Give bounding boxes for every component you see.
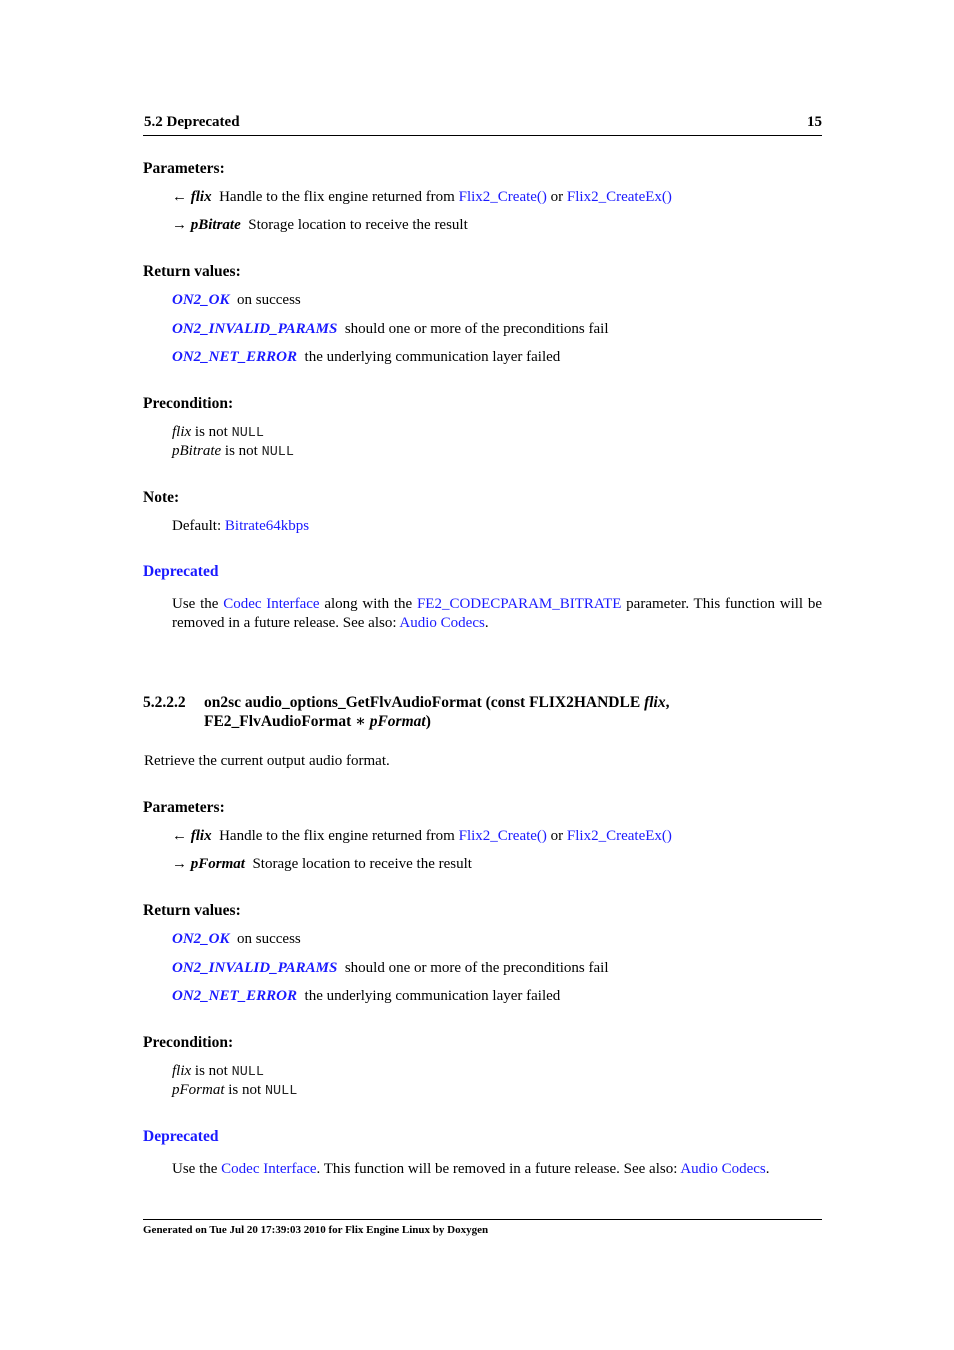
precondition-line: [172, 1063, 264, 1080]
return-row: [172, 931, 301, 948]
return-row: [172, 321, 609, 338]
precondition-text: is not: [221, 443, 262, 459]
return-values-heading: Return values:: [143, 902, 241, 919]
deprecated-link[interactable]: Deprecated: [143, 1128, 219, 1145]
param-desc: Handle to the flix engine returned from: [219, 189, 459, 205]
note-heading: Note:: [143, 489, 180, 506]
dep-text: .: [484, 615, 489, 631]
precondition-value: NULL: [231, 426, 265, 441]
precondition-line: [172, 1082, 297, 1099]
on2-ok-link[interactable]: ON2_OK: [172, 292, 230, 308]
in-arrow-icon: ←: [172, 828, 187, 844]
precondition-value: NULL: [264, 1084, 298, 1099]
return-desc: on success: [237, 931, 301, 947]
in-arrow-icon: ←: [172, 189, 187, 205]
flix2-createex-link[interactable]: Flix2_CreateEx(): [566, 189, 672, 205]
function-number: 5.2.2.2: [143, 694, 186, 711]
function-punct: ,: [665, 694, 670, 711]
out-arrow-icon: →: [172, 856, 187, 872]
return-row: [172, 960, 609, 977]
param-or: or: [546, 828, 567, 844]
precondition-line: [172, 443, 294, 460]
param-desc: Handle to the flix engine returned from: [219, 828, 459, 844]
param-row: [172, 217, 468, 234]
dep-text: . This function will be removed in a future release. See also:: [316, 1161, 681, 1177]
return-desc: on success: [237, 292, 301, 308]
function-punct: ): [425, 713, 431, 730]
fe2-codecparam-bitrate-link[interactable]: FE2_CODECPARAM_BITRATE: [416, 596, 622, 612]
note-text: [172, 518, 309, 535]
dep-text: along with the: [319, 596, 417, 612]
param-or: or: [546, 189, 567, 205]
precondition-line: [172, 424, 264, 441]
return-row: [172, 988, 560, 1005]
param-row: [172, 856, 472, 873]
precondition-value: NULL: [231, 1065, 265, 1080]
return-row: [172, 292, 301, 309]
param-name: flix: [190, 828, 212, 844]
audio-codecs-link[interactable]: Audio Codecs: [680, 1161, 766, 1177]
dep-text: parameter. This function will be removed in a future release. See also:: [172, 596, 822, 631]
section-title: 5.2 Deprecated: [144, 114, 240, 130]
page-footer: Generated on Tue Jul 20 17:39:03 2010 for Flix Engine Linux by Doxygen: [143, 1219, 822, 1236]
precondition-value: NULL: [261, 445, 295, 460]
function-heading: [143, 693, 669, 731]
param-name: pBitrate: [190, 217, 241, 233]
return-desc: should one or more of the preconditions fail: [344, 321, 609, 337]
param-row: [172, 189, 672, 206]
parameters-heading: Parameters:: [143, 160, 225, 177]
function-brief: Retrieve the current output audio format.: [144, 753, 390, 769]
function-param: flix: [644, 694, 666, 711]
return-desc: the underlying communication layer failed: [304, 988, 561, 1004]
precondition-var: flix: [172, 424, 192, 440]
function-signature: on2sc audio_options_GetFlvAudioFormat (const FLIX2HANDLE: [204, 694, 645, 711]
precondition-var: flix: [172, 1063, 192, 1079]
param-row: [172, 828, 672, 845]
function-signature: FE2_FlvAudioFormat ∗: [204, 713, 370, 730]
return-desc: the underlying communication layer failed: [304, 349, 561, 365]
on2-invalid-params-link[interactable]: ON2_INVALID_PARAMS: [172, 960, 338, 976]
precondition-text: is not: [224, 1082, 265, 1098]
return-row: [172, 349, 560, 366]
audio-codecs-link[interactable]: Audio Codecs: [399, 615, 485, 631]
dep-text: Use the: [172, 596, 224, 612]
return-desc: should one or more of the preconditions fail: [344, 960, 609, 976]
page-number: 15: [807, 114, 822, 130]
precondition-var: pFormat: [172, 1082, 225, 1098]
precondition-var: pBitrate: [172, 443, 222, 459]
param-desc: Storage location to receive the result: [248, 217, 468, 233]
function-param: pFormat: [369, 713, 426, 730]
deprecated-link[interactable]: Deprecated: [143, 563, 219, 580]
bitrate64kbps-link[interactable]: Bitrate64kbps: [224, 518, 310, 534]
on2-invalid-params-link[interactable]: ON2_INVALID_PARAMS: [172, 321, 338, 337]
return-values-heading: Return values:: [143, 263, 241, 280]
flix2-create-link[interactable]: Flix2_Create(): [458, 189, 547, 205]
flix2-createex-link[interactable]: Flix2_CreateEx(): [566, 828, 672, 844]
parameters-heading: Parameters:: [143, 799, 225, 816]
page-header: [143, 113, 822, 136]
precondition-heading: Precondition:: [143, 1034, 234, 1051]
flix2-create-link[interactable]: Flix2_Create(): [458, 828, 547, 844]
param-name: pFormat: [190, 856, 245, 872]
dep-text: Use the: [172, 1161, 222, 1177]
on2-net-error-link[interactable]: ON2_NET_ERROR: [172, 988, 298, 1004]
on2-net-error-link[interactable]: ON2_NET_ERROR: [172, 349, 298, 365]
precondition-heading: Precondition:: [143, 395, 234, 412]
param-name: flix: [190, 189, 212, 205]
deprecated-text: [172, 1160, 822, 1179]
deprecated-text: [172, 595, 822, 633]
param-desc: Storage location to receive the result: [252, 856, 472, 872]
precondition-text: is not: [191, 424, 232, 440]
codec-interface-link[interactable]: Codec Interface: [221, 1161, 317, 1177]
on2-ok-link[interactable]: ON2_OK: [172, 931, 230, 947]
codec-interface-link[interactable]: Codec Interface: [223, 596, 320, 612]
note-prefix: Default:: [172, 518, 225, 534]
precondition-text: is not: [191, 1063, 232, 1079]
out-arrow-icon: →: [172, 217, 187, 233]
dep-text: .: [765, 1161, 770, 1177]
